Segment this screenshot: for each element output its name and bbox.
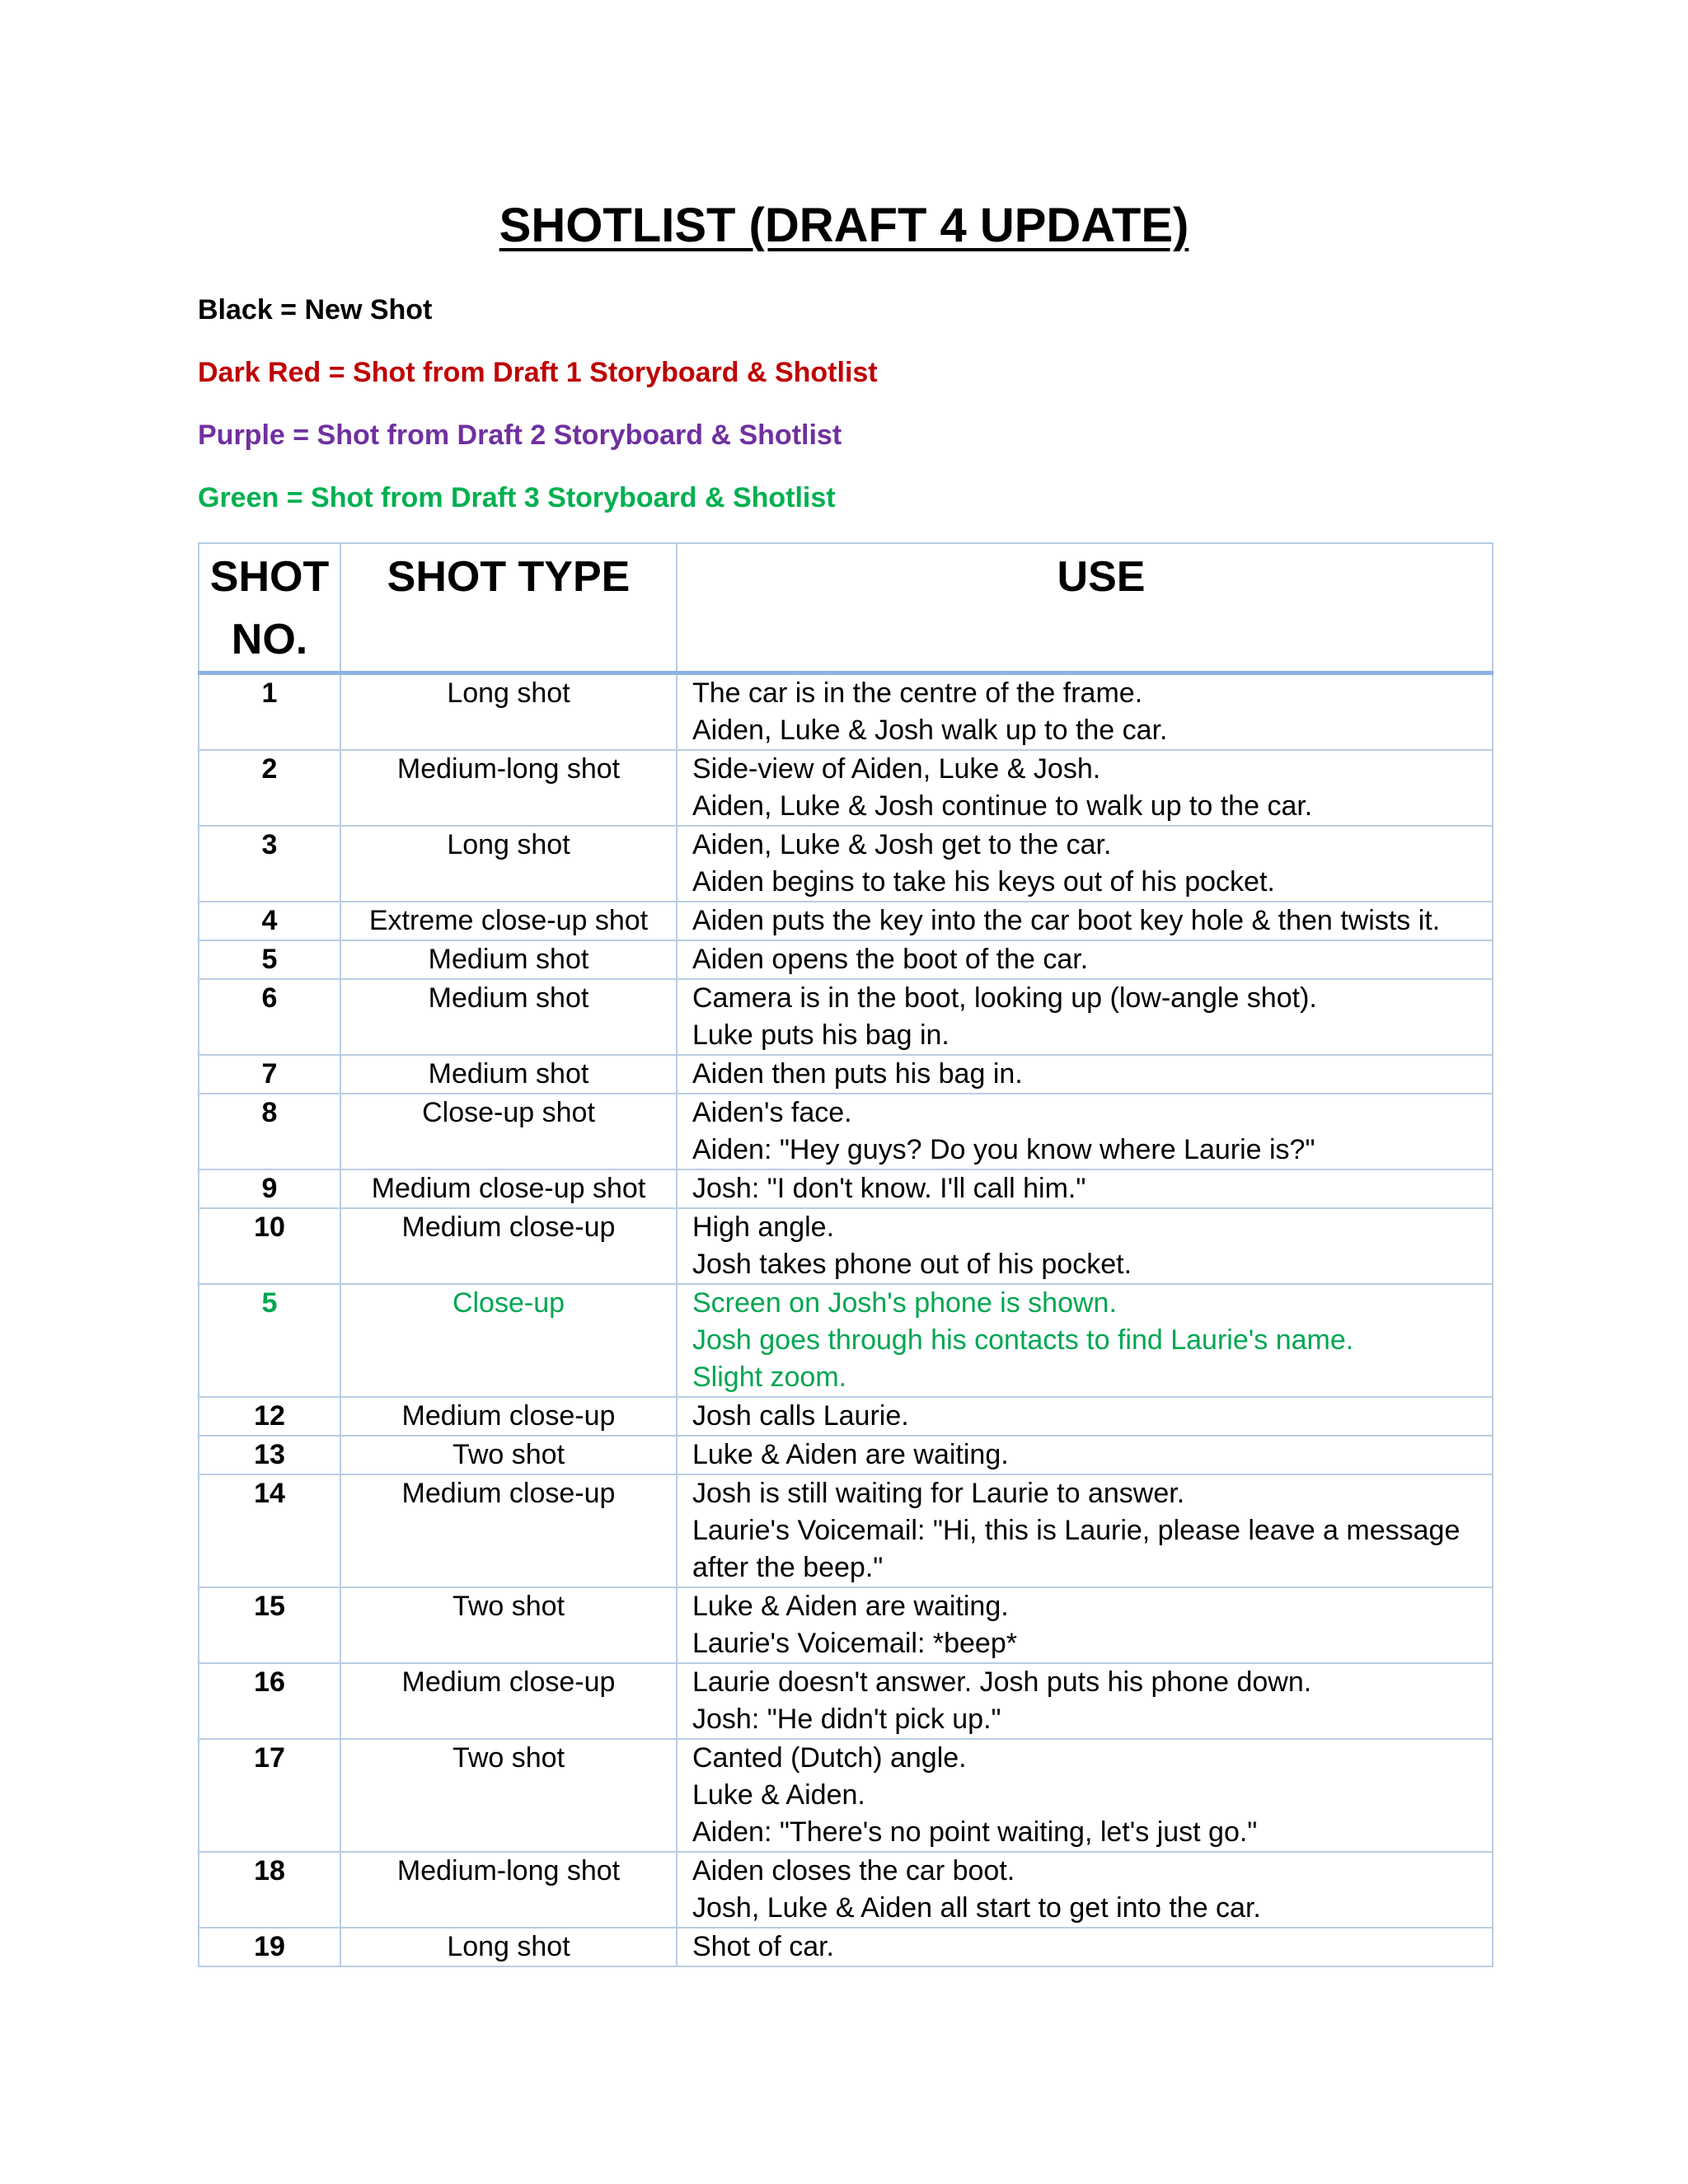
- legend-green: Green = Shot from Draft 3 Storyboard & Shotlist: [198, 482, 836, 513]
- shot-use-line: Laurie doesn't answer. Josh puts his phone down.: [692, 1666, 1312, 1698]
- shot-use-line: Aiden: "There's no point waiting, let's just go.": [692, 1816, 1258, 1848]
- shot-use-line: Aiden: "Hey guys? Do you know where Laurie is?": [692, 1134, 1315, 1165]
- shotlist-table: [198, 542, 1493, 1967]
- shot-use-line: Luke & Aiden are waiting.: [692, 1439, 1009, 1470]
- shot-use-line: High angle.: [692, 1212, 835, 1243]
- header-use: USE: [677, 543, 1493, 673]
- shot-use: [677, 750, 1493, 826]
- shot-use: [677, 1094, 1493, 1169]
- shot-use-line: Josh takes phone out of his pocket.: [692, 1249, 1132, 1280]
- shot-number: 10: [199, 1208, 340, 1284]
- header-shot-type: SHOT TYPE: [340, 543, 677, 673]
- shot-use: [677, 1208, 1493, 1284]
- shot-number: 2: [199, 750, 340, 826]
- shot-use-line: Aiden, Luke & Josh get to the car.: [692, 829, 1112, 860]
- shot-type: Long shot: [340, 673, 677, 751]
- shot-use: [677, 826, 1493, 902]
- shot-use: [677, 1739, 1493, 1852]
- shot-use-line: Luke puts his bag in.: [692, 1019, 950, 1051]
- shot-use-line: Aiden, Luke & Josh walk up to the car.: [692, 715, 1168, 746]
- table-row: [199, 1852, 1493, 1928]
- table-row: [199, 1208, 1493, 1284]
- shot-use-line: Side-view of Aiden, Luke & Josh.: [692, 753, 1101, 785]
- shot-use-line: Aiden begins to take his keys out of his pocket.: [692, 866, 1275, 898]
- table-row: [199, 1663, 1493, 1739]
- shot-number: 3: [199, 826, 340, 902]
- shot-type: Long shot: [340, 1928, 677, 1966]
- table-row: [199, 1739, 1493, 1852]
- header-shot-no-line1: SHOT: [209, 553, 330, 601]
- shot-type: Medium shot: [340, 1055, 677, 1094]
- shot-type: Close-up shot: [340, 1094, 677, 1169]
- shot-use-line: Aiden's face.: [692, 1097, 852, 1128]
- shot-type: Medium close-up: [340, 1474, 677, 1587]
- shot-type: Two shot: [340, 1436, 677, 1474]
- shot-type: Medium-long shot: [340, 750, 677, 826]
- header-shot-no-line2: NO.: [231, 616, 308, 663]
- header-shot-no: [199, 543, 340, 673]
- shot-use-line: Josh is still waiting for Laurie to answer.: [692, 1478, 1185, 1509]
- shot-number: 12: [199, 1397, 340, 1436]
- table-row: [199, 826, 1493, 902]
- shot-use-line: Shot of car.: [692, 1931, 834, 1962]
- shot-use: [677, 1587, 1493, 1663]
- shotlist-rows: [199, 673, 1493, 1967]
- shot-number: 13: [199, 1436, 340, 1474]
- shot-use-line: Camera is in the boot, looking up (low-angle shot).: [692, 982, 1317, 1014]
- legend-dark-red: Dark Red = Shot from Draft 1 Storyboard & Shotlist: [198, 357, 878, 388]
- shot-use-line: Luke & Aiden.: [692, 1779, 865, 1811]
- shot-number: 5: [199, 940, 340, 979]
- shot-number: 14: [199, 1474, 340, 1587]
- shot-use-line: Aiden, Luke & Josh continue to walk up to the car.: [692, 790, 1313, 822]
- table-row: [199, 1169, 1493, 1208]
- shot-use: [677, 1928, 1493, 1966]
- shot-type: Medium close-up: [340, 1208, 677, 1284]
- shot-type: Two shot: [340, 1587, 677, 1663]
- shot-type: Medium close-up: [340, 1663, 677, 1739]
- shot-number: 15: [199, 1587, 340, 1663]
- shot-use-line: Josh: "He didn't pick up.": [692, 1704, 1001, 1735]
- table-row: [199, 979, 1493, 1055]
- shot-type: Medium shot: [340, 940, 677, 979]
- shot-type: Close-up: [340, 1284, 677, 1397]
- shot-use: [677, 1663, 1493, 1739]
- table-row: [199, 1928, 1493, 1966]
- shot-use-line: Josh: "I don't know. I'll call him.": [692, 1173, 1086, 1204]
- header-row: [199, 543, 1493, 673]
- table-row: [199, 1587, 1493, 1663]
- table-row: [199, 1436, 1493, 1474]
- shot-number: 16: [199, 1663, 340, 1739]
- shot-use: [677, 1169, 1493, 1208]
- shot-use: [677, 1852, 1493, 1928]
- shot-number: 7: [199, 1055, 340, 1094]
- shot-number: 4: [199, 902, 340, 940]
- shot-type: Extreme close-up shot: [340, 902, 677, 940]
- shot-number: 5: [199, 1284, 340, 1397]
- legend-black: Black = New Shot: [198, 294, 433, 326]
- shot-use-line: The car is in the centre of the frame.: [692, 677, 1143, 709]
- shot-number: 18: [199, 1852, 340, 1928]
- shot-use: [677, 1436, 1493, 1474]
- shot-use-line: Canted (Dutch) angle.: [692, 1742, 967, 1774]
- shot-use-line: Aiden closes the car boot.: [692, 1855, 1015, 1886]
- table-row: [199, 1397, 1493, 1436]
- table-row: [199, 940, 1493, 979]
- table-row: [199, 673, 1493, 751]
- shot-use-line: Laurie's Voicemail: "Hi, this is Laurie, please leave a message: [692, 1515, 1461, 1546]
- shot-use: [677, 902, 1493, 940]
- table-row: [199, 1055, 1493, 1094]
- shot-use-line: Aiden opens the boot of the car.: [692, 944, 1089, 975]
- table-row: [199, 1094, 1493, 1169]
- shot-number: 1: [199, 673, 340, 751]
- table-row: [199, 750, 1493, 826]
- shot-use: [677, 979, 1493, 1055]
- color-legend: [198, 290, 878, 541]
- shot-use-line: Josh goes through his contacts to find Laurie's name.: [692, 1324, 1354, 1356]
- shot-use: [677, 1397, 1493, 1436]
- shot-type: Medium close-up shot: [340, 1169, 677, 1208]
- shot-number: 9: [199, 1169, 340, 1208]
- table-row: [199, 1474, 1493, 1587]
- shot-use-line: Screen on Josh's phone is shown.: [692, 1287, 1117, 1319]
- shot-use-line: Laurie's Voicemail: *beep*: [692, 1628, 1017, 1659]
- shot-use: [677, 1284, 1493, 1397]
- legend-purple: Purple = Shot from Draft 2 Storyboard & Shotlist: [198, 419, 842, 451]
- shot-use-line: Josh, Luke & Aiden all start to get into the car.: [692, 1892, 1261, 1924]
- shot-type: Medium close-up: [340, 1397, 677, 1436]
- shot-use: [677, 940, 1493, 979]
- shot-use-line: Josh calls Laurie.: [692, 1400, 909, 1432]
- shot-use-line: Luke & Aiden are waiting.: [692, 1591, 1009, 1622]
- shot-use-line: Slight zoom.: [692, 1361, 847, 1393]
- shot-number: 6: [199, 979, 340, 1055]
- shot-number: 17: [199, 1739, 340, 1852]
- shot-number: 8: [199, 1094, 340, 1169]
- shot-number: 19: [199, 1928, 340, 1966]
- shot-use-line: Aiden then puts his bag in.: [692, 1058, 1023, 1090]
- shot-type: Medium-long shot: [340, 1852, 677, 1928]
- shot-use-line: Aiden puts the key into the car boot key hole & then twists it.: [692, 905, 1441, 936]
- table-row: [199, 1284, 1493, 1397]
- page-title: SHOTLIST (DRAFT 4 UPDATE): [499, 199, 1189, 252]
- shot-type: Two shot: [340, 1739, 677, 1852]
- shot-use: [677, 1474, 1493, 1587]
- shot-use-line: after the beep.": [692, 1552, 884, 1583]
- table-row: [199, 902, 1493, 940]
- shot-type: Medium shot: [340, 979, 677, 1055]
- shot-use: [677, 673, 1493, 751]
- shot-type: Long shot: [340, 826, 677, 902]
- shot-use: [677, 1055, 1493, 1094]
